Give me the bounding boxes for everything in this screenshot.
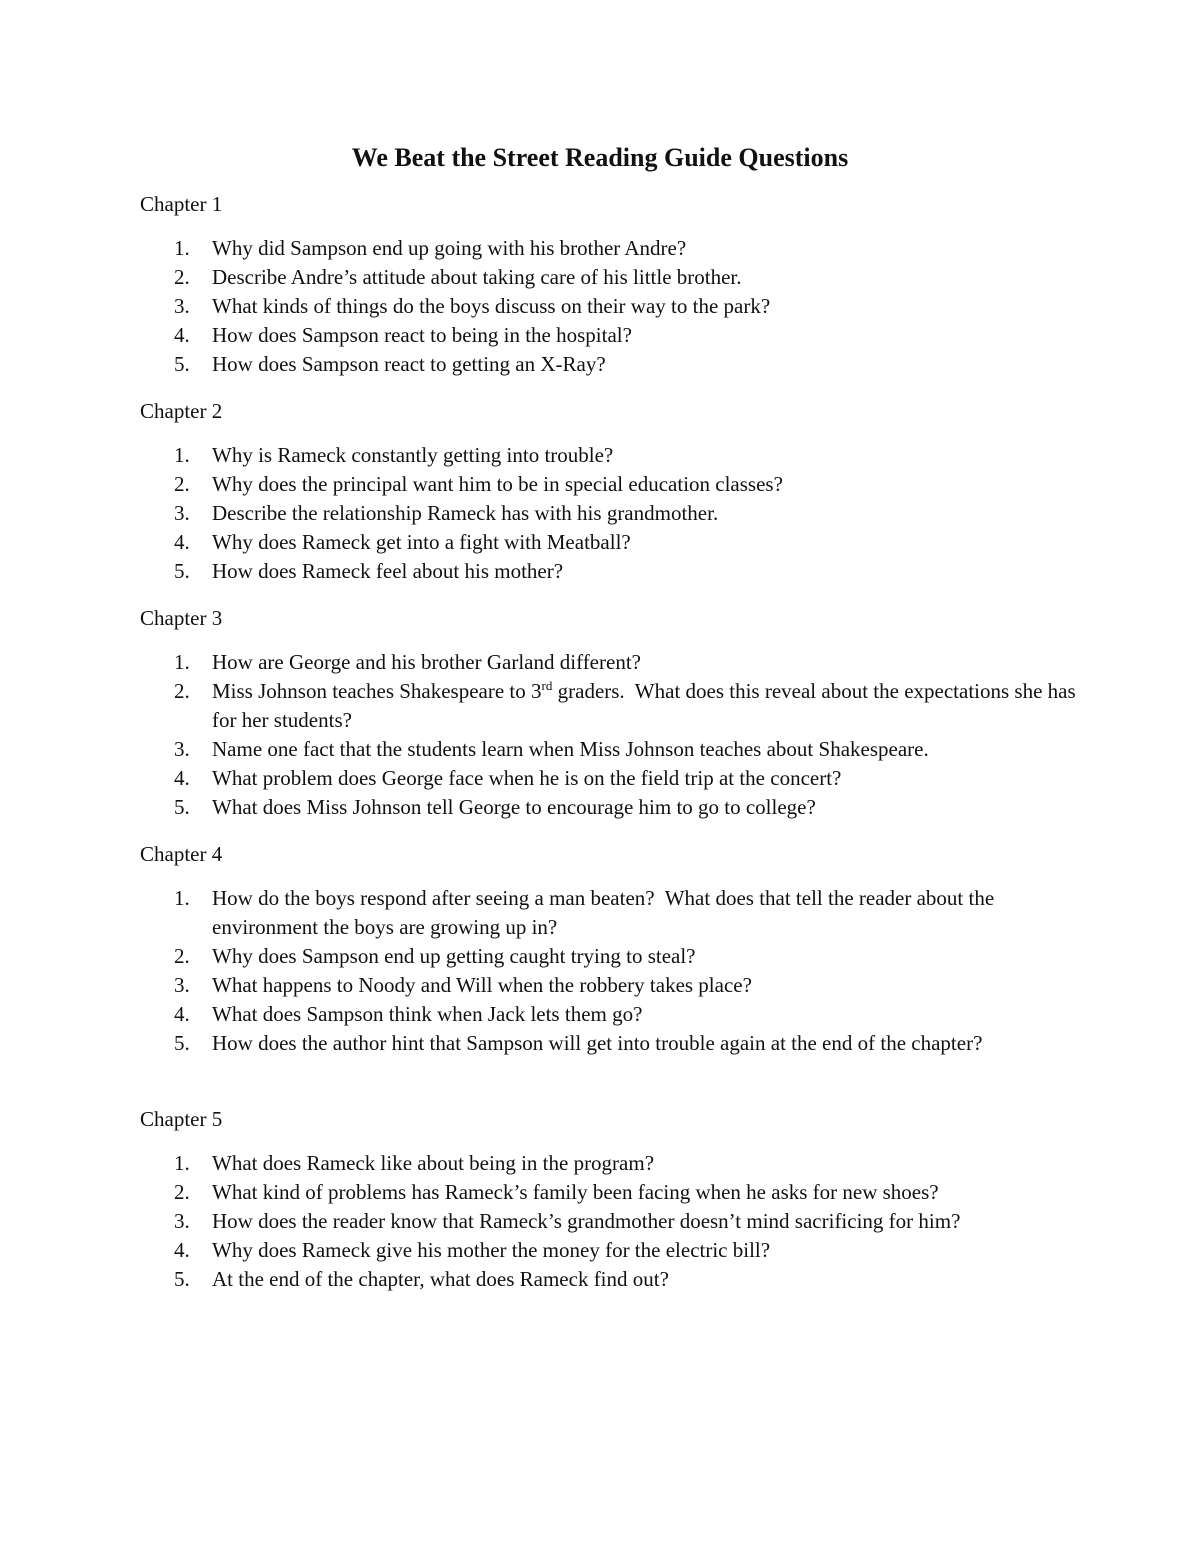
question-text: Why does the principal want him to be in special education classes? — [212, 472, 783, 496]
question-text: How does the reader know that Rameck’s grandmother doesn’t mind sacrificing for him? — [212, 1209, 961, 1233]
question-number: 2. — [174, 472, 190, 496]
question-number: 3. — [174, 973, 190, 997]
question-item — [140, 470, 1080, 499]
question-item — [140, 1029, 1080, 1058]
question-item — [140, 764, 1080, 793]
chapter-4-section — [140, 840, 1080, 1058]
question-item — [140, 1000, 1080, 1029]
question-text: How are George and his brother Garland different? — [212, 650, 641, 674]
question-item — [140, 528, 1080, 557]
question-number: 2. — [174, 1180, 190, 1204]
question-item — [140, 971, 1080, 1000]
question-item — [140, 557, 1080, 586]
question-text: How does Sampson react to being in the hospital? — [212, 323, 632, 347]
chapter-heading: Chapter 2 — [140, 399, 223, 423]
question-item — [140, 942, 1080, 971]
question-number: 1. — [174, 236, 190, 260]
question-text: What kinds of things do the boys discuss on their way to the park? — [212, 294, 771, 318]
chapter-1-section — [140, 190, 1080, 379]
chapter-heading: Chapter 4 — [140, 842, 223, 866]
chapter-5-section — [140, 1105, 1080, 1294]
question-number: 4. — [174, 323, 190, 347]
question-text: Why does Sampson end up getting caught trying to steal? — [212, 944, 696, 968]
question-item — [140, 735, 1080, 764]
question-item — [140, 793, 1080, 822]
question-number: 2. — [174, 679, 190, 703]
question-number: 1. — [174, 886, 190, 910]
question-text: What problem does George face when he is on the field trip at the concert? — [212, 766, 842, 790]
question-text: Describe the relationship Rameck has with his grandmother. — [212, 501, 719, 525]
question-list — [140, 1149, 1080, 1294]
chapter-heading: Chapter 3 — [140, 606, 223, 630]
question-text: What does Sampson think when Jack lets them go? — [212, 1002, 643, 1026]
question-number: 4. — [174, 530, 190, 554]
question-text: Why did Sampson end up going with his brother Andre? — [212, 236, 687, 260]
question-number: 1. — [174, 650, 190, 674]
chapter-heading: Chapter 1 — [140, 192, 223, 216]
question-text-part: Miss Johnson teaches Shakespeare to 3 — [212, 679, 542, 703]
question-number: 4. — [174, 1002, 190, 1026]
ordinal-suffix: rd — [541, 678, 553, 693]
question-text: How does Rameck feel about his mother? — [212, 559, 564, 583]
question-item — [140, 648, 1080, 677]
question-item — [140, 1149, 1080, 1178]
question-item — [140, 1178, 1080, 1207]
question-number: 3. — [174, 737, 190, 761]
question-text-part: graders. What does this reveal about the expectations she has for her students? — [212, 679, 1081, 732]
question-item — [140, 350, 1080, 379]
question-item — [140, 884, 1080, 942]
question-text: What does Miss Johnson tell George to encourage him to go to college? — [212, 795, 816, 819]
question-number: 5. — [174, 795, 190, 819]
question-number: 5. — [174, 1267, 190, 1291]
page-title: We Beat the Street Reading Guide Questions — [351, 143, 849, 172]
question-item — [140, 234, 1080, 263]
question-number: 5. — [174, 352, 190, 376]
question-text: How do the boys respond after seeing a man beaten? What does that tell the reader about the environment the boys are growing up in? — [212, 886, 1000, 939]
question-number: 3. — [174, 501, 190, 525]
question-number: 4. — [174, 766, 190, 790]
question-item — [140, 441, 1080, 470]
question-number: 5. — [174, 559, 190, 583]
question-item — [140, 292, 1080, 321]
question-item — [140, 1207, 1080, 1236]
question-number: 2. — [174, 944, 190, 968]
question-text: Why does Rameck give his mother the money for the electric bill? — [212, 1238, 771, 1262]
chapter-3-section — [140, 604, 1080, 822]
question-number: 3. — [174, 294, 190, 318]
question-list — [140, 884, 1080, 1058]
question-number: 1. — [174, 443, 190, 467]
question-item — [140, 1265, 1080, 1294]
question-number: 5. — [174, 1031, 190, 1055]
question-number: 1. — [174, 1151, 190, 1175]
question-number: 4. — [174, 1238, 190, 1262]
question-text: What does Rameck like about being in the program? — [212, 1151, 655, 1175]
chapter-heading: Chapter 5 — [140, 1107, 223, 1131]
question-text: What kind of problems has Rameck’s family been facing when he asks for new shoes? — [212, 1180, 939, 1204]
question-list — [140, 234, 1080, 379]
question-list — [140, 441, 1080, 586]
question-text: What happens to Noody and Will when the robbery takes place? — [212, 973, 752, 997]
question-text: How does Sampson react to getting an X-Ray? — [212, 352, 606, 376]
question-item — [140, 1236, 1080, 1265]
question-text: Describe Andre’s attitude about taking care of his little brother. — [212, 265, 742, 289]
question-text: Why does Rameck get into a fight with Meatball? — [212, 530, 631, 554]
question-item — [140, 263, 1080, 292]
question-list — [140, 648, 1080, 822]
question-item — [140, 321, 1080, 350]
question-text: Why is Rameck constantly getting into trouble? — [212, 443, 614, 467]
question-text: How does the author hint that Sampson will get into trouble again at the end of the chapter? — [212, 1031, 983, 1055]
question-number: 2. — [174, 265, 190, 289]
chapter-2-section — [140, 397, 1080, 586]
question-item — [140, 677, 1080, 735]
question-text: At the end of the chapter, what does Rameck find out? — [212, 1267, 669, 1291]
question-item — [140, 499, 1080, 528]
question-number: 3. — [174, 1209, 190, 1233]
question-text: Name one fact that the students learn when Miss Johnson teaches about Shakespeare. — [212, 737, 929, 761]
